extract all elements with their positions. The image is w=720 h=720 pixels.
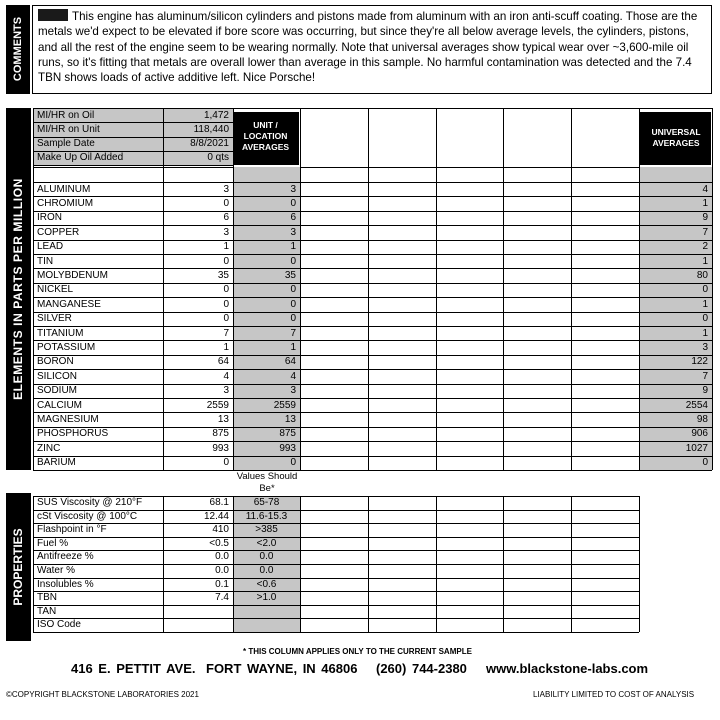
liability-note: LIABILITY LIMITED TO COST OF ANALYSIS bbox=[533, 690, 695, 699]
element-name: NICKEL bbox=[37, 284, 74, 296]
element-universal-average: 7 bbox=[702, 370, 708, 382]
element-value: 0 bbox=[223, 298, 229, 310]
element-row-line bbox=[33, 254, 712, 255]
comments-text: This engine has aluminum/silicon cylinders and pistons made from aluminum with an iron anti-scuff coating. Those are the metals we'd expect to be elevated if bore score was occurring, but since they're all below average levels, the cylinders, pistons, and all the rest of the engine seem to be wearing normally. Note that universal averages show typical wear over ~3,600-mile oil runs, so it's fitting that metals are overall lower than average in this sample. No harmful contamination was detected and the 7.4 TBN shows loads of active additive left. Nice Porsche! bbox=[38, 10, 698, 85]
element-value: 1 bbox=[223, 241, 229, 253]
element-unit-average: 0 bbox=[290, 255, 296, 267]
element-name: PHOSPHORUS bbox=[37, 428, 109, 440]
element-unit-average: 7 bbox=[290, 327, 296, 339]
element-name: TITANIUM bbox=[37, 327, 84, 339]
info-value: 1,472 bbox=[203, 109, 229, 121]
element-unit-average: 13 bbox=[284, 413, 296, 425]
property-value: 410 bbox=[212, 524, 229, 536]
element-universal-average: 4 bbox=[702, 183, 708, 195]
property-should-be: <0.6 bbox=[256, 578, 277, 590]
element-unit-average: 1 bbox=[290, 241, 296, 253]
property-row-line bbox=[33, 591, 639, 592]
element-value: 35 bbox=[217, 269, 229, 281]
element-value: 64 bbox=[217, 356, 229, 368]
element-name: SILICON bbox=[37, 370, 78, 382]
info-label: Make Up Oil Added bbox=[37, 152, 124, 164]
element-unit-average: 0 bbox=[290, 457, 296, 469]
element-value: 4 bbox=[223, 370, 229, 382]
property-row-line bbox=[33, 537, 639, 538]
element-universal-average: 122 bbox=[691, 356, 708, 368]
element-universal-average: 1 bbox=[702, 327, 708, 339]
element-row-line bbox=[33, 384, 712, 385]
element-row-line bbox=[33, 196, 712, 197]
element-unit-average: 64 bbox=[284, 356, 296, 368]
element-name: TIN bbox=[37, 255, 54, 267]
website-link[interactable]: www.blackstone-labs.com bbox=[486, 661, 649, 676]
redacted-name bbox=[38, 9, 68, 21]
info-label: MI/HR on Unit bbox=[37, 123, 100, 135]
element-name: LEAD bbox=[37, 241, 64, 253]
element-unit-average: 6 bbox=[290, 212, 296, 224]
info-value: 0 qts bbox=[207, 152, 229, 164]
element-value: 6 bbox=[223, 212, 229, 224]
property-value: 7.4 bbox=[215, 592, 229, 604]
column-line bbox=[503, 108, 504, 470]
element-universal-average: 3 bbox=[702, 341, 708, 353]
info-value: 8/8/2021 bbox=[190, 138, 229, 150]
element-row-line bbox=[33, 340, 712, 341]
element-row-line bbox=[33, 398, 712, 399]
element-universal-average: 1 bbox=[702, 298, 708, 310]
element-universal-average: 1 bbox=[702, 197, 708, 209]
element-name: CHROMIUM bbox=[37, 197, 94, 209]
comments-label-bar bbox=[6, 5, 30, 94]
property-name: SUS Viscosity @ 210°F bbox=[37, 497, 143, 508]
element-universal-average: 9 bbox=[702, 212, 708, 224]
element-unit-average: 3 bbox=[290, 226, 296, 238]
element-value: 0 bbox=[223, 284, 229, 296]
property-name: Flashpoint in °F bbox=[37, 524, 107, 536]
property-should-be: 0.0 bbox=[259, 551, 274, 563]
column-line bbox=[368, 108, 369, 470]
comments-label: COMMENTS bbox=[12, 16, 24, 82]
element-row-line bbox=[33, 355, 712, 356]
element-row-line bbox=[33, 225, 712, 226]
values-should-be-label: Values Should Be* bbox=[236, 471, 298, 494]
element-unit-average: 0 bbox=[290, 298, 296, 310]
property-column-line bbox=[368, 496, 369, 632]
property-row-line bbox=[33, 578, 639, 579]
element-unit-average: 0 bbox=[290, 284, 296, 296]
universal-averages-header: UNIVERSAL AVERAGES bbox=[651, 127, 701, 148]
element-value: 0 bbox=[223, 255, 229, 267]
column-line bbox=[712, 108, 713, 470]
property-name: TAN bbox=[37, 605, 57, 617]
top-border bbox=[33, 108, 712, 109]
info-label: MI/HR on Oil bbox=[37, 109, 95, 121]
property-value: 0.0 bbox=[215, 565, 229, 576]
property-row-line bbox=[33, 618, 639, 619]
element-universal-average: 906 bbox=[691, 428, 708, 440]
element-universal-average: 7 bbox=[702, 226, 708, 238]
element-value: 2559 bbox=[206, 399, 229, 411]
element-value: 0 bbox=[223, 457, 229, 469]
element-unit-average: 35 bbox=[284, 269, 296, 281]
info-value: 118,440 bbox=[193, 123, 229, 135]
element-name: ALUMINUM bbox=[37, 183, 91, 195]
element-value: 7 bbox=[223, 327, 229, 339]
column-line bbox=[33, 108, 34, 470]
property-name: ISO Code bbox=[37, 619, 81, 631]
property-column-line bbox=[300, 496, 301, 632]
element-value: 1 bbox=[223, 341, 229, 353]
property-column-line bbox=[436, 496, 437, 632]
element-row-line bbox=[33, 456, 712, 457]
element-row-line bbox=[33, 412, 712, 413]
property-value: <0.5 bbox=[209, 537, 229, 549]
copyright: ©COPYRIGHT BLACKSTONE LABORATORIES 2021 bbox=[6, 690, 199, 699]
element-unit-average: 0 bbox=[290, 313, 296, 325]
element-name: MAGNESIUM bbox=[37, 413, 99, 425]
property-row-line bbox=[33, 632, 639, 633]
property-value: 12.44 bbox=[203, 510, 229, 522]
element-value: 993 bbox=[212, 442, 229, 454]
element-row-line bbox=[33, 369, 712, 370]
element-row-line bbox=[33, 268, 712, 269]
property-value: 0.0 bbox=[215, 551, 229, 563]
element-row-line bbox=[33, 470, 712, 471]
element-name: ZINC bbox=[37, 442, 61, 454]
address: 416 E. PETTIT AVE. bbox=[71, 661, 196, 676]
property-name: Fuel % bbox=[37, 537, 69, 549]
column-note: * THIS COLUMN APPLIES ONLY TO THE CURRENT SAMPLE bbox=[243, 647, 472, 656]
element-row-line bbox=[33, 283, 712, 284]
element-value: 0 bbox=[223, 313, 229, 325]
element-row-line bbox=[33, 312, 712, 313]
property-name: TBN bbox=[37, 592, 57, 604]
properties-label: PROPERTIES bbox=[11, 528, 25, 606]
property-column-line bbox=[639, 496, 640, 632]
element-value: 3 bbox=[223, 226, 229, 238]
element-name: POTASSIUM bbox=[37, 341, 96, 353]
element-name: MOLYBDENUM bbox=[37, 269, 108, 281]
property-value: 0.1 bbox=[215, 578, 229, 590]
element-unit-average: 0 bbox=[290, 197, 296, 209]
property-name: Antifreeze % bbox=[37, 551, 94, 563]
property-row-line bbox=[33, 550, 639, 551]
element-value: 0 bbox=[223, 197, 229, 209]
element-row-line bbox=[33, 326, 712, 327]
element-row-line bbox=[33, 297, 712, 298]
property-should-be: <2.0 bbox=[256, 537, 277, 549]
info-label: Sample Date bbox=[37, 138, 95, 150]
element-name: BORON bbox=[37, 356, 74, 368]
elements-label-bar bbox=[6, 108, 31, 470]
element-universal-average: 98 bbox=[696, 413, 708, 425]
comments-text-block bbox=[38, 9, 706, 85]
property-row-line bbox=[33, 564, 639, 565]
element-name: MANGANESE bbox=[37, 298, 101, 310]
property-row-line bbox=[33, 605, 639, 606]
property-column-line bbox=[571, 496, 572, 632]
property-should-be: 65-78 bbox=[253, 497, 280, 508]
element-row-line bbox=[33, 427, 712, 428]
element-name: SILVER bbox=[37, 313, 72, 325]
element-row-line bbox=[33, 182, 712, 183]
element-universal-average: 9 bbox=[702, 385, 708, 397]
property-should-be: 0.0 bbox=[259, 565, 274, 576]
element-value: 3 bbox=[223, 385, 229, 397]
property-name: Insolubles % bbox=[37, 578, 94, 590]
element-row-line bbox=[33, 240, 712, 241]
property-should-be: >385 bbox=[255, 524, 278, 536]
property-value: 68.1 bbox=[209, 497, 229, 508]
element-name: COPPER bbox=[37, 226, 80, 238]
element-value: 3 bbox=[223, 183, 229, 195]
element-universal-average: 0 bbox=[702, 284, 708, 296]
element-universal-average: 2 bbox=[702, 241, 708, 253]
element-universal-average: 1 bbox=[702, 255, 708, 267]
element-unit-average: 4 bbox=[290, 370, 296, 382]
element-universal-average: 80 bbox=[696, 269, 708, 281]
element-value: 875 bbox=[212, 428, 229, 440]
element-universal-average: 0 bbox=[702, 457, 708, 469]
element-unit-average: 3 bbox=[290, 183, 296, 195]
column-line bbox=[436, 108, 437, 470]
phone: (260) 744-2380 bbox=[376, 661, 467, 676]
element-universal-average: 2554 bbox=[685, 399, 708, 411]
element-unit-average: 875 bbox=[279, 428, 296, 440]
unit-location-averages-header: UNIT / LOCATION AVERAGES bbox=[241, 120, 290, 152]
element-unit-average: 1 bbox=[290, 341, 296, 353]
element-unit-average: 993 bbox=[279, 442, 296, 454]
element-unit-average: 3 bbox=[290, 385, 296, 397]
elements-label: ELEMENTS IN PARTS PER MILLION bbox=[11, 178, 25, 400]
property-column-line bbox=[33, 496, 34, 632]
element-value: 13 bbox=[217, 413, 229, 425]
element-unit-average: 2559 bbox=[273, 399, 296, 411]
element-universal-average: 1027 bbox=[685, 442, 708, 454]
property-name: Water % bbox=[37, 565, 75, 576]
property-name: cSt Viscosity @ 100°C bbox=[37, 510, 138, 522]
property-should-be: 11.6-15.3 bbox=[245, 510, 288, 522]
element-name: IRON bbox=[37, 212, 62, 224]
property-column-line bbox=[503, 496, 504, 632]
element-universal-average: 0 bbox=[702, 313, 708, 325]
element-row-line bbox=[33, 441, 712, 442]
element-row-line bbox=[33, 211, 712, 212]
column-line bbox=[571, 108, 572, 470]
spacer-row-line bbox=[33, 167, 712, 168]
properties-label-bar bbox=[6, 493, 31, 641]
element-name: SODIUM bbox=[37, 385, 77, 397]
property-should-be: >1.0 bbox=[256, 592, 277, 604]
element-name: BARIUM bbox=[37, 457, 76, 469]
city: FORT WAYNE, IN 46806 bbox=[206, 661, 358, 676]
column-line bbox=[300, 108, 301, 470]
element-name: CALCIUM bbox=[37, 399, 83, 411]
